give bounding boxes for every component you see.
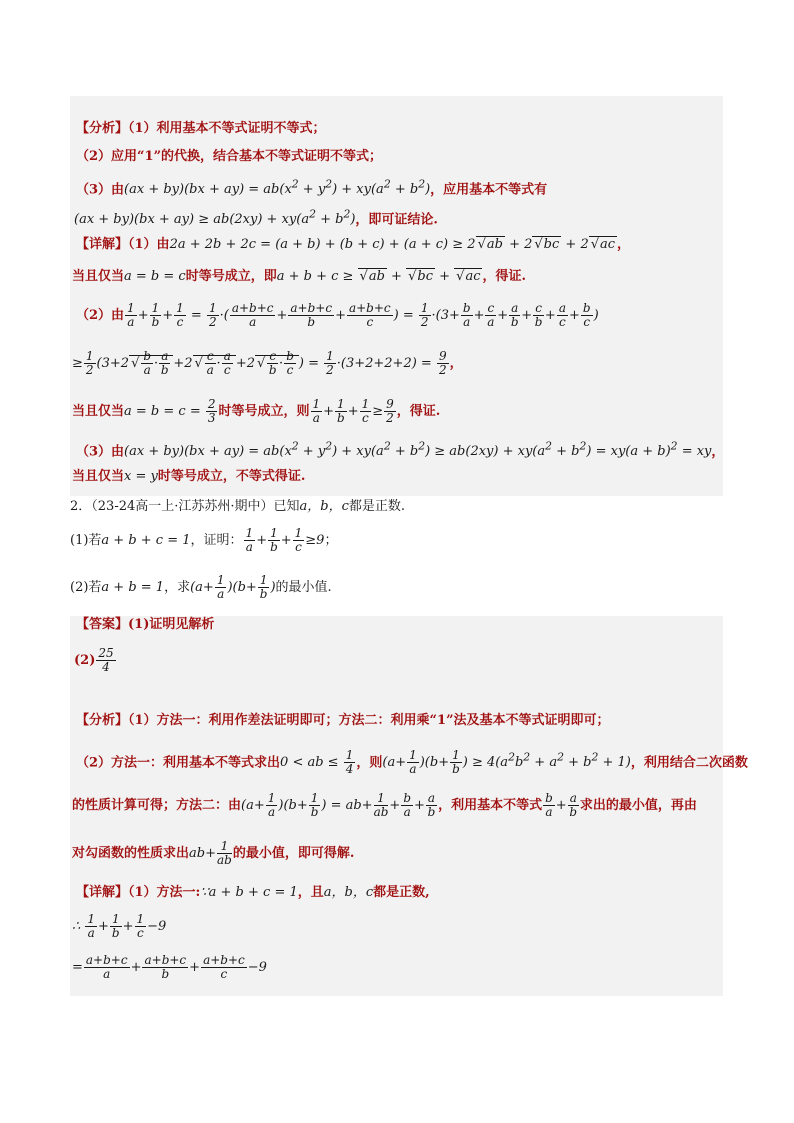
formula: $(ax + by)(bx + ay) = ab(x^2 + y^2) + xy(a^2 + b^2) \ge ab(2xy) + xy(a^2 + b^2) = xy(a + b)^2$ = xy — [124, 440, 712, 460]
formula: ≥ $\frac{1}{2}$ (3+2 √ $\frac{b}{a}$ · $\frac{a}{b}$ +2 √ $\frac{c}{a}$ · $\frac{a}{c}$ +2 √ $\frac{c}{b}$ · $\frac{b}{c}$ ) = $\frac{1}{2}$ ·(3+2+2+2) = $\frac{9}{2}$ — [72, 356, 450, 371]
formula: a = b = c = $\frac{2}{3}$ — [124, 397, 216, 425]
detail-line-1: 【详解】（1）方法一:∵a + b + c = 1，且a，b，c都是正数, — [76, 885, 430, 900]
formula: 0 < ab ≤ $\frac{1}{4}$ — [280, 748, 354, 777]
formula: $\frac{1}{a}$ + $\frac{1}{b}$ + $\frac{1}{c}$ ≥9 — [245, 526, 325, 554]
analysis-line-4: 对勾函数的性质求出ab+ $\frac{1}{ab}$ 的最小值，即可得解. — [72, 839, 355, 867]
formula: $(ax + by)(bx + ay) \ge ab(2xy) + xy(a^2 + b^2)$ — [74, 208, 356, 228]
analysis-tag: 【分析】 — [76, 713, 129, 728]
formula: ab+ $\frac{1}{ab}$ — [189, 839, 232, 867]
answer-line-1: 【答案】(1)证明见解析 — [76, 617, 215, 632]
formula: (a+ $\frac{1}{a}$ )(b+ $\frac{1}{b}$ ) — [190, 573, 276, 601]
question-2-header: 2．（23-24高一上·江苏苏州·期中）已知a，b，c都是正数. — [70, 499, 406, 514]
formula: $\frac{b}{a}$ + $\frac{a}{b}$ — [545, 791, 578, 819]
detail-line-2 — [72, 910, 166, 944]
formula: ∴ $\frac{1}{a}$ + $\frac{1}{b}$ + $\frac{1}{c}$ −9 — [72, 912, 167, 940]
detail-tag: 【详解】 — [76, 885, 129, 900]
detail-line-7: 当且仅当x = y时等号成立，不等式得证. — [72, 469, 306, 484]
solution-block-2 — [70, 616, 748, 996]
detail-line-5: 当且仅当a = b = c = $\frac{2}{3}$ 时等号成立，则 $\frac{1}{a}$ + $\frac{1}{b}$ + $\frac{1}{c}$ ≥ $\frac{9}{2}$ ，得证. — [72, 397, 441, 425]
answer-tag: 【答案】 — [76, 617, 129, 632]
question-2-part-1: (1)若a + b + c = 1，证明： $\frac{1}{a}$ + $\frac{1}{b}$ + $\frac{1}{c}$ ≥9； — [70, 526, 338, 554]
analysis-line-1: 【分析】（1）方法一：利用作差法证明即可；方法二：利用乘“1”法及基本不等式证明即可； — [76, 713, 610, 728]
detail-line-1: 【详解】（1）由2a + 2b + 2c = (a + b) + (b + c) + (a + c) ≥ 2√ ab + 2√ bc + 2√ ac ， — [76, 236, 630, 254]
detail-line-3: （2）由 $\frac{1}{a}$ + $\frac{1}{b}$ + $\frac{1}{c}$ = $\frac{1}{2}$ ·( $\frac{a+b+c}{a}$ + $\frac{a+b+c}{b}$ + $\frac{a+b+c}{c}$ ) = $\frac{1}{2}$ ·(3+ $\frac{b}{a}$ + $\frac{c}{a}$ + $\frac{a}{b}$ + $\frac{c}{b}$ + $\frac{a}{c}$ + $\frac{b}{c}$ ) — [76, 301, 599, 329]
analysis-line-3: 的性质计算可得；方法二：由(a+ $\frac{1}{a}$ )(b+ $\frac{1}{b}$ ) = ab+ $\frac{1}{ab}$ + $\frac{b}{a}$ + $\frac{a}{b}$ ，利用基本不等式 $\frac{b}{a}$ + $\frac{a}{b}$ 求出的最小值，再由 — [72, 791, 697, 819]
answer-line-2: (2) $\frac{25}{4}$ — [74, 644, 117, 678]
formula: (a+ $\frac{1}{a}$ )(b+ $\frac{1}{b}$ ) = ab+ $\frac{1}{ab}$ + $\frac{b}{a}$ + $\frac{a}{b}$ — [241, 791, 436, 819]
solution-block-1 — [70, 96, 723, 496]
formula: $\frac{1}{a}$ + $\frac{1}{b}$ + $\frac{1}{c}$ ≥ $\frac{9}{2}$ — [312, 397, 394, 425]
formula: a + b + c ≥ √ ab + √ bc + √ ac — [277, 268, 483, 284]
formula: a + b + c = 1 — [101, 533, 191, 548]
detail-line-6: （3）由$(ax + by)(bx + ay) = ab(x^2 + y^2) + xy(a^2 + b^2) \ge ab(2xy) + xy(a^2 + b^2) = xy(a + b)^2$ = xy， — [76, 440, 725, 460]
detail-line-3 — [72, 950, 267, 986]
analysis-line-1: 【分析】（1）利用基本不等式证明不等式； — [76, 121, 326, 136]
formula: $\frac{25}{4}$ — [98, 646, 114, 674]
formula: a = b = c — [124, 269, 186, 284]
question-2-part-2: (2)若a + b = 1，求(a+ $\frac{1}{a}$ )(b+ $\frac{1}{b}$ )的最小值. — [70, 573, 332, 601]
analysis-line-3: （3）由$(ax + by)(bx + ay) = ab(x^2 + y^2) + xy(a^2 + b^2)$，应用基本不等式有 — [76, 178, 548, 198]
formula: a + b = 1 — [101, 580, 165, 595]
formula: $(ax + by)(bx + ay) = ab(x^2 + y^2) + xy(a^2 + b^2)$ — [124, 178, 431, 198]
analysis-line-4: $(ax + by)(bx + ay) \ge ab(2xy) + xy(a^2 + b^2)$，即可证结论. — [74, 208, 438, 228]
formula: x = y — [124, 469, 158, 484]
formula: (a+ $\frac{1}{a}$ )(b+ $\frac{1}{b}$ ) ≥ $4(a^2b^2 + a^2 + b^2 + 1)$ — [382, 748, 631, 777]
analysis-line-2: （2）方法一：利用基本不等式求出0 < ab ≤ $\frac{1}{4}$ ，则(a+ $\frac{1}{a}$ )(b+ $\frac{1}{b}$ ) ≥ $4(a^2b^2 + a^2 + b^2 + 1)$，利用结合二次函数 — [76, 748, 748, 777]
formula: 2a + 2b + 2c = (a + b) + (b + c) + (a + c) ≥ 2√ ab + 2√ bc + 2√ ac — [170, 236, 617, 252]
detail-line-2: 当且仅当a = b = c时等号成立，即a + b + c ≥ √ ab + √ bc + √ ac ，得证. — [72, 268, 526, 286]
detail-tag: 【详解】 — [76, 237, 129, 252]
detail-line-4: ≥ $\frac{1}{2}$ (3+2 √ $\frac{b}{a}$ · $\frac{a}{b}$ +2 √ $\frac{c}{a}$ · $\frac{a}{c}$ +2 √ $\frac{c}{b}$ · $\frac{b}{c}$ ) = $\frac{1}{2}$ ·(3+2+2+2) = $\frac{9}{2}$ ， — [72, 344, 463, 384]
analysis-line-2: （2）应用“1”的代换，结合基本不等式证明不等式； — [76, 149, 383, 164]
formula: $\frac{1}{a}$ + $\frac{1}{b}$ + $\frac{1}{c}$ = $\frac{1}{2}$ ·( $\frac{a+b+c}{a}$ + $\frac{a+b+c}{b}$ + $\frac{a+b+c}{c}$ ) = $\frac{1}{2}$ ·(3+ $\frac{b}{a}$ + $\frac{c}{a}$ + $\frac{a}{b}$ + $\frac{c}{b}$ + $\frac{a}{c}$ + $\frac{b}{c}$ ) — [127, 301, 599, 329]
analysis-tag: 【分析】 — [76, 121, 129, 136]
formula: = $\frac{a+b+c}{a}$ + $\frac{a+b+c}{b}$ + $\frac{a+b+c}{c}$ −9 — [72, 953, 267, 981]
